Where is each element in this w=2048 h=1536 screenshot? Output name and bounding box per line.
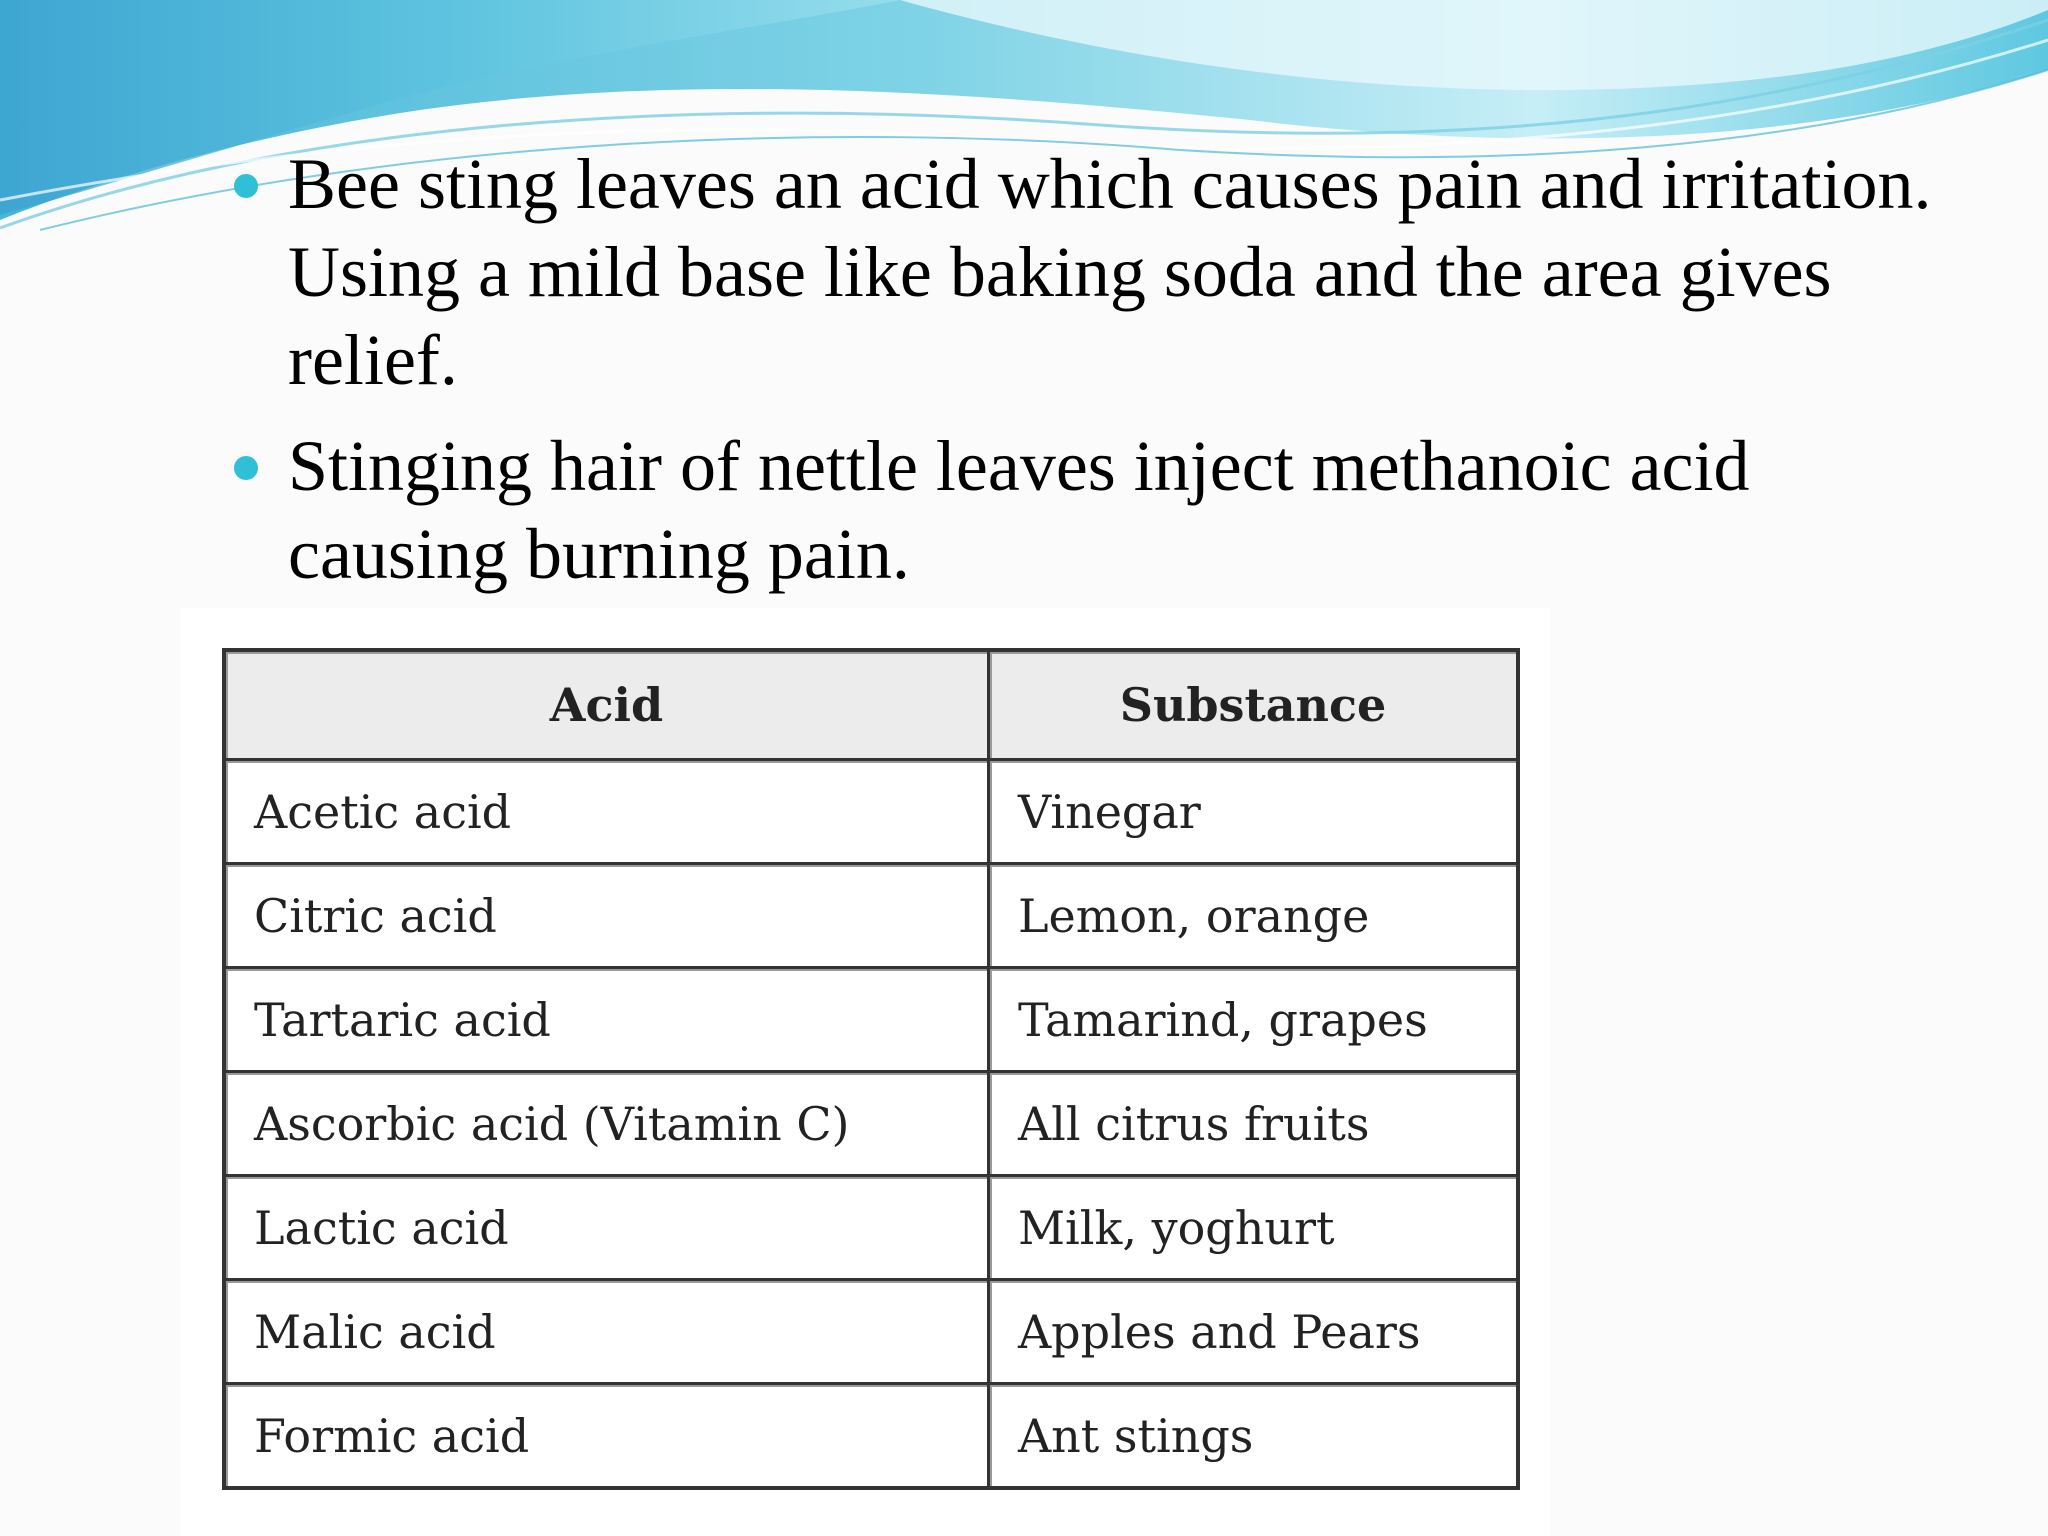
table-row	[224, 1176, 1518, 1280]
acid-cell: Acetic acid	[224, 760, 988, 864]
acid-cell: Lactic acid	[224, 1176, 988, 1280]
substance-cell: Tamarind, grapes	[988, 968, 1518, 1072]
bullet-item	[234, 140, 1934, 404]
table-row	[224, 968, 1518, 1072]
acid-cell: Citric acid	[224, 864, 988, 968]
bullet-text: Bee sting leaves an acid which causes pain and irritation. Using a mild base like baking soda and the area gives relief.	[288, 144, 1932, 400]
substance-cell: Vinegar	[988, 760, 1518, 864]
substance-cell: Apples and Pears	[988, 1280, 1518, 1384]
table-row	[224, 1280, 1518, 1384]
bullet-item	[234, 422, 1934, 598]
column-header-acid: Acid	[224, 650, 988, 760]
acid-cell: Tartaric acid	[224, 968, 988, 1072]
bullet-list	[234, 140, 1934, 616]
bullet-text: Stinging hair of nettle leaves inject methanoic acid causing burning pain.	[288, 426, 1750, 594]
acid-substance-table	[222, 648, 1520, 1490]
substance-cell: All citrus fruits	[988, 1072, 1518, 1176]
column-header-substance: Substance	[988, 650, 1518, 760]
acid-cell: Ascorbic acid (Vitamin C)	[224, 1072, 988, 1176]
table-row	[224, 760, 1518, 864]
table-row	[224, 864, 1518, 968]
substance-cell: Lemon, orange	[988, 864, 1518, 968]
table-row	[224, 1072, 1518, 1176]
substance-cell: Ant stings	[988, 1384, 1518, 1489]
table-header-row	[224, 650, 1518, 760]
bullet-dot-icon	[234, 174, 258, 198]
bullet-dot-icon	[234, 456, 258, 480]
table-row	[224, 1384, 1518, 1489]
acid-cell: Formic acid	[224, 1384, 988, 1489]
acid-cell: Malic acid	[224, 1280, 988, 1384]
substance-cell: Milk, yoghurt	[988, 1176, 1518, 1280]
